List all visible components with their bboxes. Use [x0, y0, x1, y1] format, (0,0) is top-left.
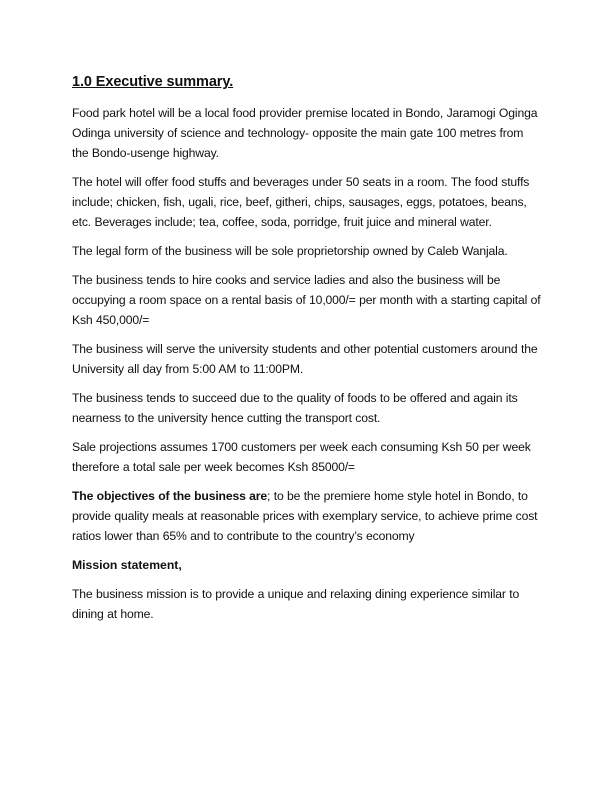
document-page: [72, 70, 542, 633]
paragraph-mission: The business mission is to provide a unique and relaxing dining experience similar to dining at home.: [72, 587, 520, 621]
paragraph-objectives: [72, 486, 542, 546]
objectives-text: ; to be the premiere home style hotel in Bondo, to provide quality meals at reasonable prices with exemplary service, to achieve prime cost ratios lower than 65% and to contribute to the country’s economy: [72, 489, 538, 543]
paragraph-sales-projection: Sale projections assumes 1700 customers per week each consuming Ksh 50 per week therefore a total sale per week becomes Ksh 85000/=: [72, 440, 531, 474]
mission-heading: Mission statement,: [72, 558, 182, 572]
paragraph-staffing-capital: The business tends to hire cooks and service ladies and also the business will be occupying a room space on a rental basis of 10,000/= per month with a starting capital of Ksh 450,000/=: [72, 273, 541, 327]
objectives-label: The objectives of the business are: [72, 489, 268, 503]
paragraph-success-factors: The business tends to succeed due to the quality of foods to be offered and again its nearness to the university hence cutting the transport cost.: [72, 391, 518, 425]
paragraph-offerings: The hotel will offer food stuffs and beverages under 50 seats in a room. The food stuffs include; chicken, fish, ugali, rice, beef, githeri, chips, sausages, eggs, potatoes, beans, etc. Beverages include; tea, coffee, soda, porridge, fruit juice and mineral water.: [72, 175, 530, 229]
paragraph-customers-hours: The business will serve the university students and other potential customers around the University all day from 5:00 AM to 11:00PM.: [72, 342, 538, 376]
paragraph-location: Food park hotel will be a local food provider premise located in Bondo, Jaramogi Oginga Odinga university of science and technology- opposite the main gate 100 metres from the Bondo-usenge highway.: [72, 106, 538, 160]
paragraph-legal-form: The legal form of the business will be sole proprietorship owned by Caleb Wanjala.: [72, 244, 508, 258]
section-heading: 1.0 Executive summary.: [72, 74, 234, 90]
